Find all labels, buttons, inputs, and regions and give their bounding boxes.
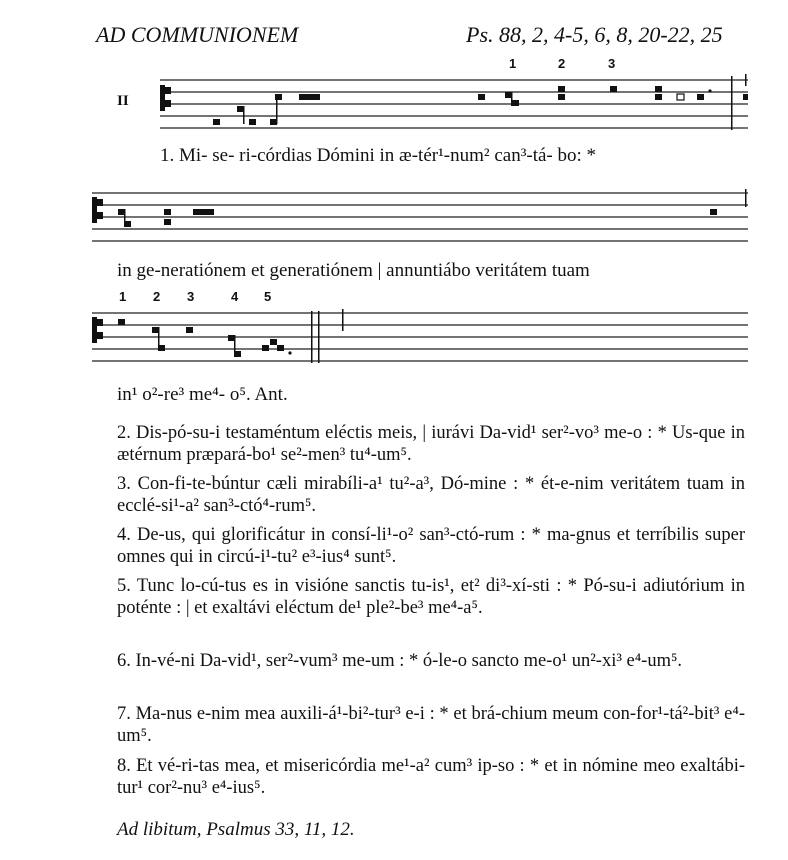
staff-number: 1 [119, 289, 127, 304]
psalm-verse-4: 4. De-us, qui glorificátur in consí-li¹-o² san³-ctó-rum : * ma-gnus et terríbilis super omnes qui in circú-i¹-tu² e³-ius⁴ sunt⁵. [117, 525, 745, 567]
footer-note: Ad libitum, Psalmus 33, 11, 12. [117, 819, 355, 840]
psalm-verse-5: 5. Tunc lo-cú-tus es in visióne sanctis tu-is¹, et² di³-xí-sti : * Pó-su-i adiutórium in poténte : | et exaltávi eléctum de¹ ple²-be³ me⁴-a⁵. [117, 576, 745, 618]
chant-staff-2 [0, 185, 788, 250]
staff-number: 3 [187, 289, 195, 304]
lyric-line-1: 1. Mi- se- ri-córdias Dómini in æ-tér¹-num² can³-tá- bo: * [160, 145, 597, 166]
psalm-verse-6: 6. In-vé-ni Da-vid¹, ser²-vum³ me-um : * ó-le-o sancto me-o¹ un²-xi³ e⁴-um⁵. [117, 651, 683, 671]
mode-number: II [117, 93, 129, 109]
psalm-verse-2: 2. Dis-pó-su-i testaméntum eléctis meis, | iurávi Da-vid¹ ser²-vo³ me-o : * Us-que in ætérnum præpará-bo¹ se²-men³ tu⁴-um⁵. [117, 423, 745, 465]
psalm-verse-3: 3. Con-fi-te-búntur cæli mirabíli-a¹ tu²-a³, Dó-mine : * ét-e-nim veritátem tuam in ecclé-si¹-a² san³-ctó⁴-rum⁵. [117, 474, 745, 516]
psalm-verse-8: 8. Et vé-ri-tas mea, et misericórdia me¹-a² cum³ ip-so : * et in nómine meo exaltábi-tur¹ cor²-nu³ e⁴-ius⁵. [117, 756, 745, 798]
psalm-verse-7: 7. Ma-nus e-nim mea auxili-á¹-bi²-tur³ e-i : * et brá-chium meum con-for¹-tá²-bit³ e⁴-um⁵. [117, 704, 745, 746]
staff-number: 2 [558, 56, 566, 71]
staff-number: 2 [153, 289, 161, 304]
chant-staff-1 [0, 70, 788, 140]
staff-number: 3 [608, 56, 616, 71]
psalm-reference: Ps. 88, 2, 4-5, 6, 8, 20-22, 25 [466, 22, 723, 47]
staff-number: 1 [509, 56, 517, 71]
staff-number: 5 [264, 289, 272, 304]
chant-title: AD COMMUNIONEM [96, 22, 299, 47]
lyric-line-2: in ge-neratiónem et generatiónem | annuntiábo veritátem tuam [117, 260, 590, 281]
lyric-line-3: in¹ o²-re³ me⁴- o⁵. Ant. [117, 384, 288, 405]
chant-staff-3 [0, 305, 788, 370]
staff-number: 4 [231, 289, 239, 304]
